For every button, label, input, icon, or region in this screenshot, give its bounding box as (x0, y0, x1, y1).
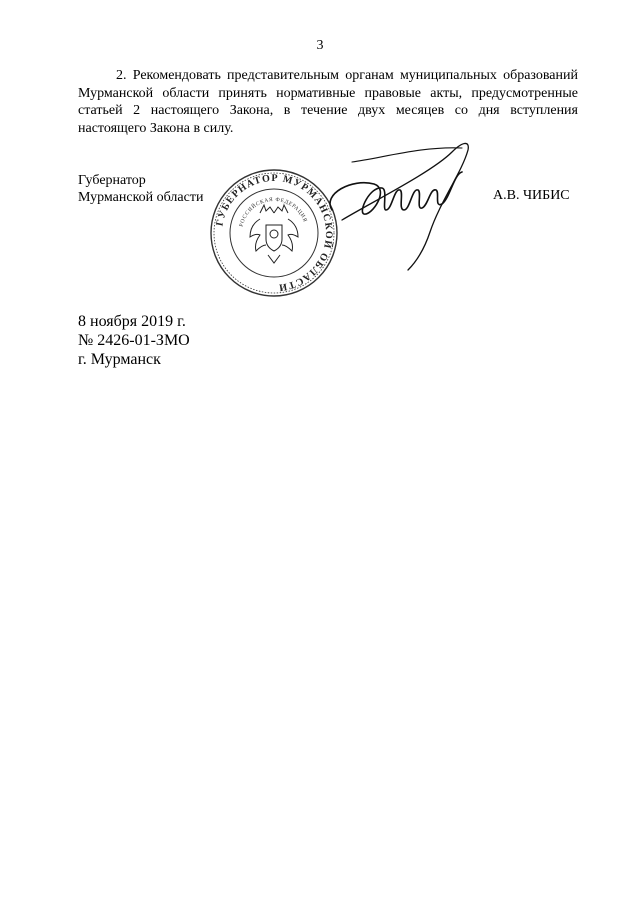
document-date: 8 ноября 2019 г. (78, 313, 186, 330)
signer-title (78, 172, 203, 206)
signer-title-line1: Губернатор (78, 173, 146, 188)
document-number: № 2426-01-ЗМО (78, 332, 190, 349)
coat-of-arms-eagle (250, 205, 298, 263)
seal-outer-text: ГУБЕРНАТОР МУРМАНСКОЙ ОБЛАСТИ (214, 172, 335, 293)
seal-inner-text: РОССИЙСКАЯ ФЕДЕРАЦИЯ (238, 196, 309, 228)
document-footer (78, 312, 190, 369)
page-number: 3 (316, 38, 324, 53)
document-city: г. Мурманск (78, 351, 161, 368)
body-paragraph: 2. Рекомендовать представительным органам муниципальных образований Мурманской области принять нормативные правовые акты, предусмотренные статьей 2 настоящего Закона, в течение двух месяцев со дня вступления настоящего Закона в силу. (78, 68, 578, 136)
signer-title-line2: Мурманской области (78, 190, 204, 205)
signer-name: А.В. ЧИБИС (493, 188, 570, 203)
handwritten-signature (312, 132, 492, 274)
